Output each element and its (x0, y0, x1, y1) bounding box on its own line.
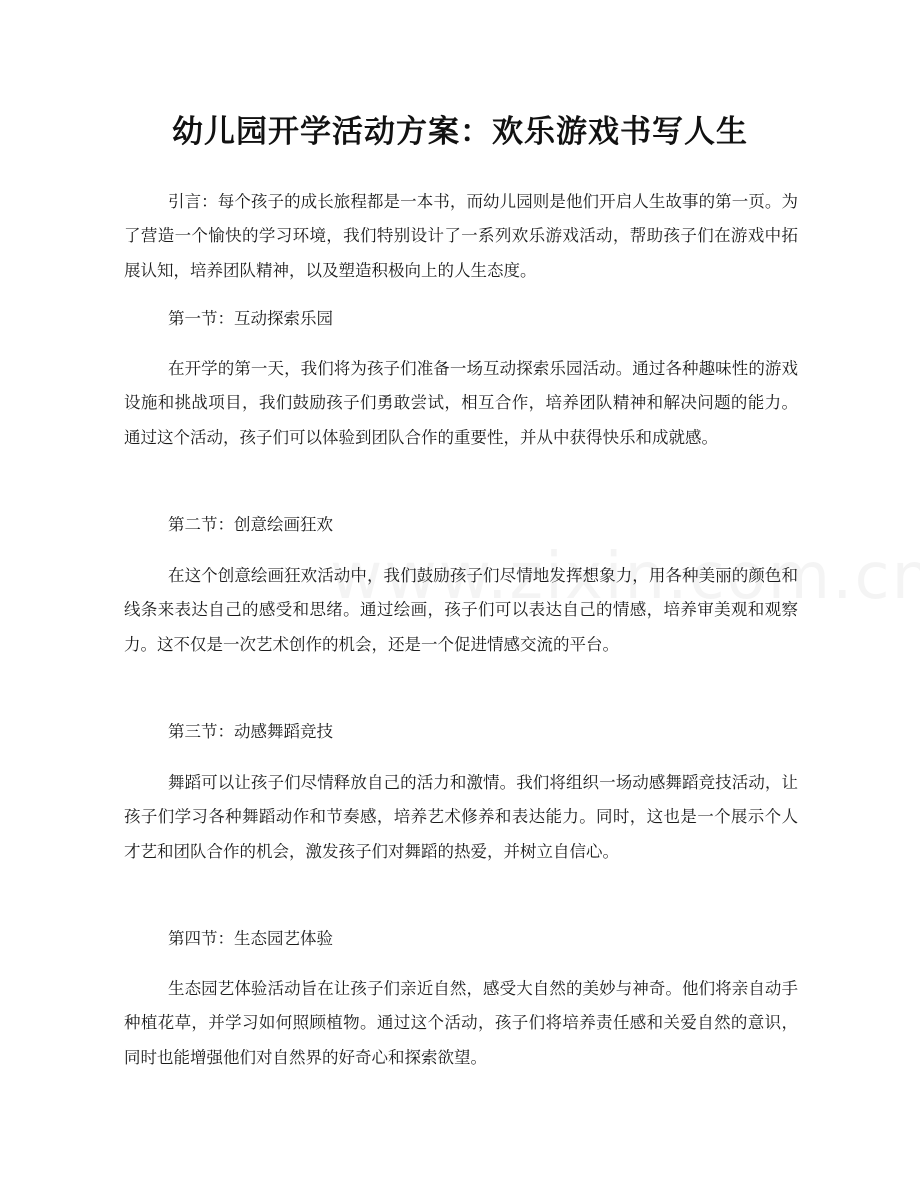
section-4-heading: 第四节：生态园艺体验 (168, 929, 333, 948)
section-2-heading: 第二节：创意绘画狂欢 (168, 515, 333, 534)
section-3-heading: 第三节：动感舞蹈竞技 (168, 722, 333, 741)
document-title: 幼儿园开学活动方案：欢乐游戏书写人生 (172, 114, 748, 150)
section-4-body: 生态园艺体验活动旨在让孩子们亲近自然，感受大自然的美妙与神奇。他们将亲自动手种植花草，并学习如何照顾植物。通过这个活动，孩子们将培养责任感和关爱自然的意识，同时也能增强他们对自然界的好奇心和探索欲望。 (124, 979, 798, 1067)
intro-paragraph: 引言：每个孩子的成长旅程都是一本书，而幼儿园则是他们开启人生故事的第一页。为了营造一个愉快的学习环境，我们特别设计了一系列欢乐游戏活动，帮助孩子们在游戏中拓展认知，培养团队精神，以及塑造积极向上的人生态度。 (124, 192, 798, 280)
section-1-heading: 第一节：互动探索乐园 (168, 309, 333, 328)
section-1-body: 在开学的第一天，我们将为孩子们准备一场互动探索乐园活动。通过各种趣味性的游戏设施和挑战项目，我们鼓励孩子们勇敢尝试，相互合作，培养团队精神和解决问题的能力。通过这个活动，孩子们可以体验到团队合作的重要性，并从中获得快乐和成就感。 (124, 359, 798, 447)
section-3-body: 舞蹈可以让孩子们尽情释放自己的活力和激情。我们将组织一场动感舞蹈竞技活动，让孩子们学习各种舞蹈动作和节奏感，培养艺术修养和表达能力。同时，这也是一个展示个人才艺和团队合作的机会，激发孩子们对舞蹈的热爱，并树立自信心。 (124, 773, 798, 861)
section-2-body: 在这个创意绘画狂欢活动中，我们鼓励孩子们尽情地发挥想象力，用各种美丽的颜色和线条来表达自己的感受和思绪。通过绘画，孩子们可以表达自己的情感，培养审美观和观察力。这不仅是一次艺术创作的机会，还是一个促进情感交流的平台。 (124, 566, 798, 654)
